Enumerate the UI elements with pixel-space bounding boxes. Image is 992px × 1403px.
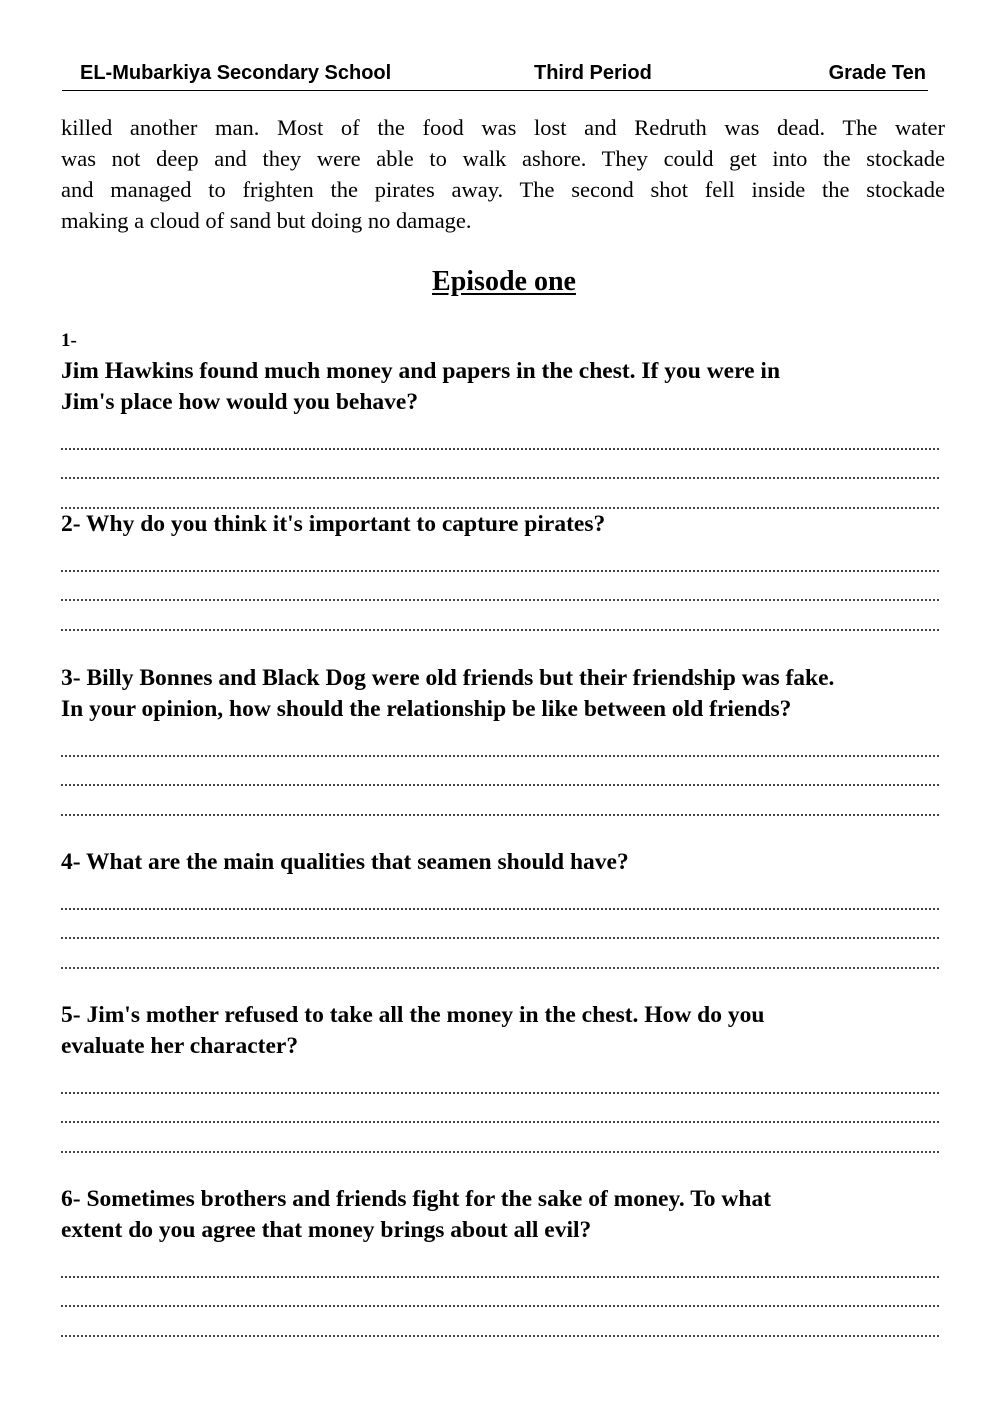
question-line: 2- Why do you think it's important to capture pirates? xyxy=(61,511,606,537)
page-header xyxy=(62,58,928,91)
question-line: Jim's place how would you behave? xyxy=(61,389,419,415)
question-6 xyxy=(61,1184,945,1337)
answer-line[interactable] xyxy=(61,601,939,631)
answer-line[interactable] xyxy=(61,910,939,940)
answer-line[interactable] xyxy=(61,1307,939,1337)
answer-line[interactable] xyxy=(61,786,939,816)
question-line: extent do you agree that money brings about all evil? xyxy=(61,1217,592,1243)
answer-line[interactable] xyxy=(61,1248,939,1278)
answer-line[interactable] xyxy=(61,542,939,572)
question-4 xyxy=(61,847,945,969)
question-text xyxy=(61,509,945,540)
intro-paragraph xyxy=(61,112,945,236)
question-line: 4- What are the main qualities that seamen should have? xyxy=(61,849,629,875)
answer-line[interactable] xyxy=(61,1123,939,1153)
question-line: 5- Jim's mother refused to take all the money in the chest. How do you xyxy=(61,1002,765,1028)
question-text xyxy=(61,847,945,878)
question-text xyxy=(61,663,945,725)
intro-line: was not deep and they were able to walk ashore. They could get into the stockade xyxy=(61,146,945,171)
answer-line[interactable] xyxy=(61,1064,939,1094)
episode-title: Episode one xyxy=(432,266,576,297)
question-line: In your opinion, how should the relationship be like between old friends? xyxy=(61,696,792,722)
question-line: evaluate her character? xyxy=(61,1033,299,1059)
answer-area[interactable] xyxy=(61,1248,945,1337)
answer-line[interactable] xyxy=(61,727,939,757)
question-text xyxy=(61,1184,945,1246)
question-line: 6- Sometimes brothers and friends fight for the sake of money. To what xyxy=(61,1186,772,1212)
question-text xyxy=(61,325,945,418)
question-line: 3- Billy Bonnes and Black Dog were old friends but their friendship was fake. xyxy=(61,665,835,691)
answer-line[interactable] xyxy=(61,757,939,787)
answer-line[interactable] xyxy=(61,420,939,450)
answer-line[interactable] xyxy=(61,1094,939,1124)
answer-line[interactable] xyxy=(61,939,939,969)
intro-line: making a cloud of sand but doing no damage. xyxy=(61,208,472,233)
answer-area[interactable] xyxy=(61,727,945,816)
answer-area[interactable] xyxy=(61,880,945,969)
question-2 xyxy=(61,509,945,631)
answer-line[interactable] xyxy=(61,572,939,602)
question-text xyxy=(61,1000,945,1062)
answer-line[interactable] xyxy=(61,880,939,910)
answer-area[interactable] xyxy=(61,542,945,631)
question-line: Jim Hawkins found much money and papers in the chest. If you were in xyxy=(61,358,781,384)
intro-line: killed another man. Most of the food was lost and Redruth was dead. The water xyxy=(61,115,945,140)
answer-line[interactable] xyxy=(61,1278,939,1308)
answer-line[interactable] xyxy=(61,450,939,480)
answer-area[interactable] xyxy=(61,420,945,509)
question-1 xyxy=(61,325,945,509)
period-label: Third Period xyxy=(534,62,652,84)
question-5 xyxy=(61,1000,945,1153)
question-3 xyxy=(61,663,945,816)
answer-line[interactable] xyxy=(61,479,939,509)
question-number: 1- xyxy=(61,330,77,351)
answer-area[interactable] xyxy=(61,1064,945,1153)
intro-line: and managed to frighten the pirates away. The second shot fell inside the stockade xyxy=(61,177,945,202)
grade-label: Grade Ten xyxy=(828,62,926,84)
school-name: EL-Mubarkiya Secondary School xyxy=(80,62,392,84)
